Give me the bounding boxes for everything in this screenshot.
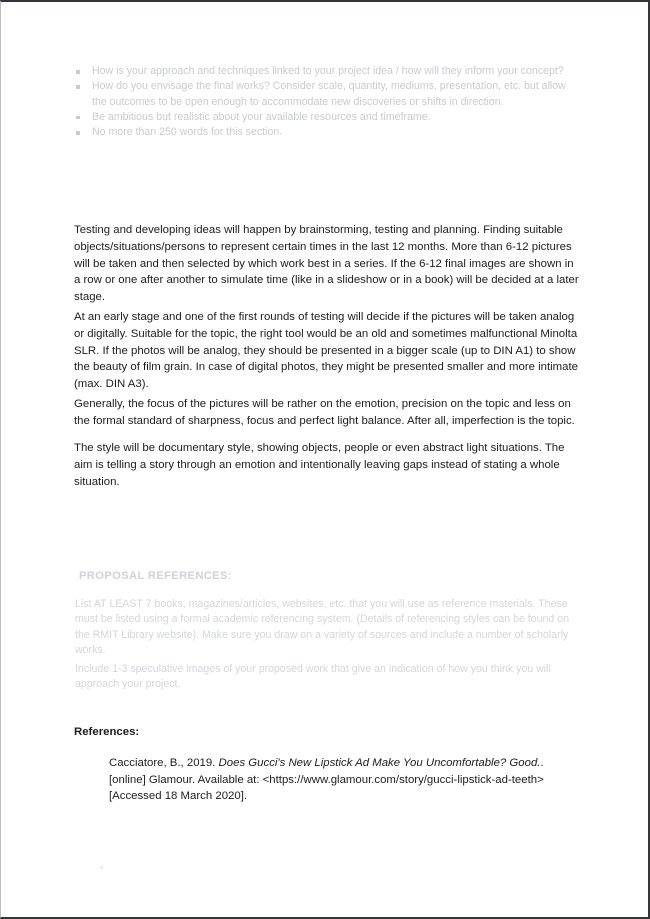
list-item — [75, 125, 575, 140]
bullet-icon — [76, 116, 80, 120]
list-item — [75, 79, 575, 110]
bullet-icon — [76, 131, 80, 135]
proposal-references-heading: PROPOSAL REFERENCES: — [79, 570, 232, 582]
instruction-bullet-text: How do you envisage the final works? Consider scale, quantity, mediums, presentation, etc. but allow the outcomes to be open enough to accommodate new discoveries or shifts in direction. — [92, 80, 566, 108]
instruction-bullet-text: No more than 250 words for this section. — [92, 126, 283, 139]
body-paragraph-focus: Generally, the focus of the pictures will be rather on the emotion, precision on the topic and less on the formal standard of sharpness, focus and perfect light balance. After all, imperfection is the topic. — [74, 398, 575, 427]
citation-title: Does Gucci's New Lipstick Ad Make You Uncomfortable? Good. — [218, 757, 541, 769]
body-paragraph-style: The style will be documentary style, showing objects, people or even abstract light situations. The aim is telling a story through an emotion and intentionally leaving gaps instead of stating a whole situation. — [74, 442, 565, 488]
bullet-icon — [76, 85, 80, 89]
instruction-bullet-text: How is your approach and techniques linked to your project idea / how will they inform your concept? — [92, 65, 564, 77]
citation-source-details: . [online] Glamour. Available at: <https://www.glamour.com/story/gucci-lipstick-ad-teeth> [Accessed 18 March 2020]. — [109, 757, 544, 803]
reference-citation — [109, 755, 577, 805]
citation-author-year: Cacciatore, B., 2019. — [109, 757, 219, 769]
proposal-references-instruction-1: List AT LEAST 7 books, magazines/articles, websites, etc. that you will use as reference materials. These must be listed using a formal academic referencing system. (Details of referencing styles can be found on the RMIT Library website). Make sure you draw on a variety of sources and include a number of scholarly works. — [75, 598, 570, 657]
bullet-icon — [76, 70, 80, 74]
references-label: References: — [74, 726, 140, 738]
proposal-references-instruction-2: Include 1-3 speculative images of your proposed work that give an indication of how you think you will approach your project. — [75, 663, 551, 691]
body-paragraph-analog-digital: At an early stage and one of the first rounds of testing will decide if the pictures will be taken analog or digitally. Suitable for the topic, the right tool would be an old and sometimes malfunctional Minolta SLR. If the photos will be analog, they should be presented in a bigger scale (up to DIN A1) to show the beauty of film grain. In case of digital photos, they might be presented smaller and more intimate (max. DIN A3). — [74, 311, 578, 390]
instruction-bullet-text: Be ambitious but realistic about your available resources and timeframe. — [92, 110, 431, 123]
instruction-bullet-list — [75, 64, 575, 140]
page-content — [1, 2, 648, 917]
body-paragraph-methodology: Testing and developing ideas will happen by brainstorming, testing and planning. Finding suitable objects/situations/persons to represent certain times in the last 12 months. More than 6-12 pictures will be taken and then selected by which work best in a series. If the 6-12 final images are shown in a row or one after another to simulate time (like in a slideshow or in a book) will be decided at a later stage. — [74, 224, 579, 303]
list-item — [75, 110, 575, 125]
list-item — [75, 64, 575, 79]
page-artifact-speck — [100, 866, 103, 869]
